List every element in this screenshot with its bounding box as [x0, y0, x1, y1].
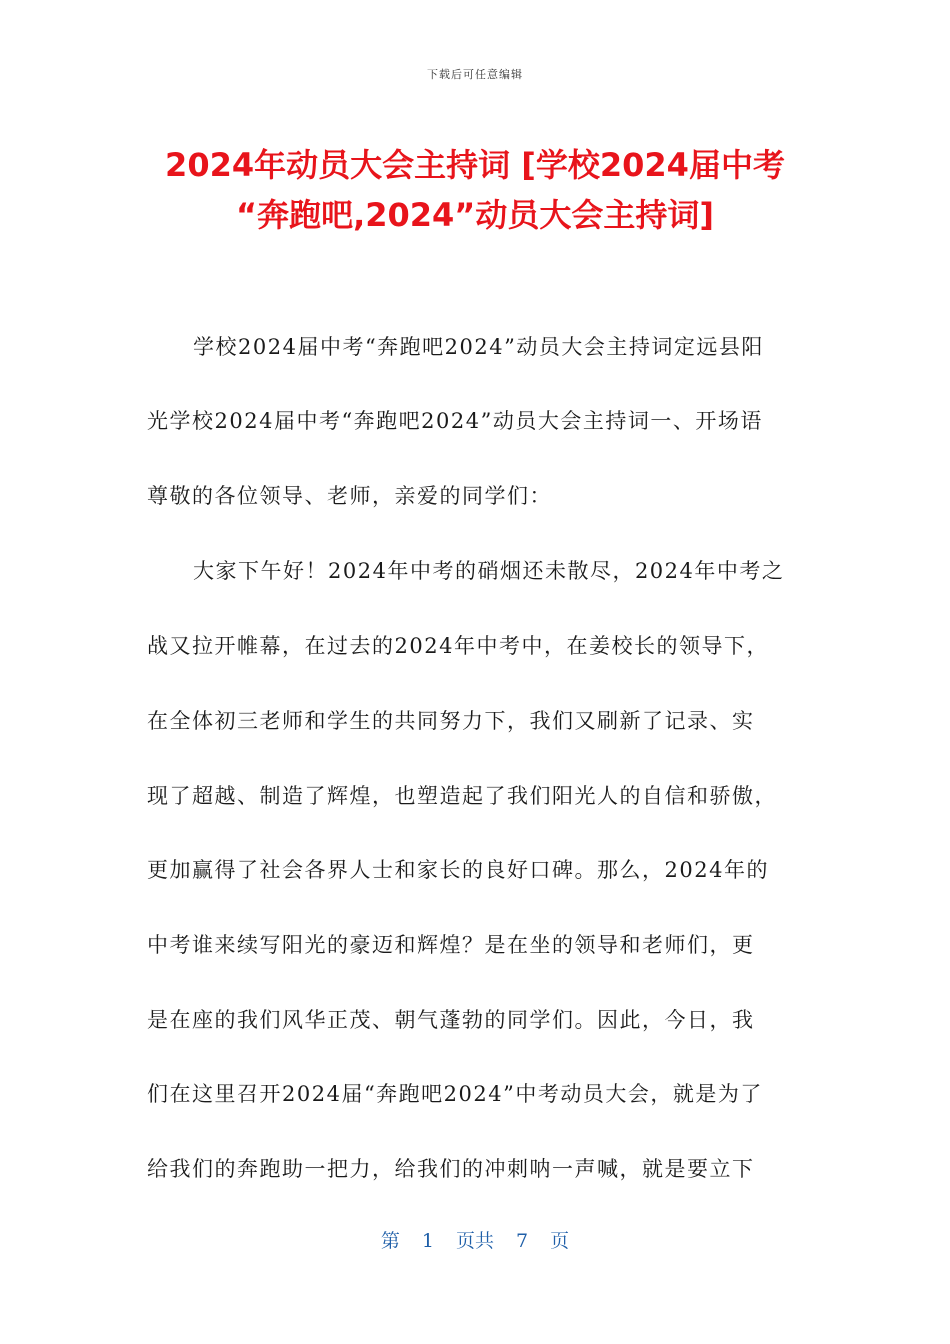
footer-total-prefix: 页共: [455, 1230, 494, 1252]
body-line-4: 大家下午好！2024年中考的硝烟还未散尽，2024年中考之: [193, 559, 785, 583]
body-line-10: 是在座的我们风华正茂、朝气蓬勃的同学们。因此，今日，我: [147, 1008, 755, 1032]
page-footer: [0, 1226, 950, 1253]
body-line-5: 战又拉开帷幕，在过去的2024年中考中，在姜校长的领导下，: [147, 634, 769, 658]
body-line-6: 在全体初三老师和学生的共同努力下，我们又刷新了记录、实: [147, 709, 755, 733]
header-note: 下载后可任意编辑: [427, 68, 523, 81]
body-line-3: 尊敬的各位领导、老师，亲爱的同学们：: [147, 484, 552, 508]
footer-current-page: 1: [421, 1230, 434, 1252]
document-title: [110, 140, 840, 240]
body-line-1: 学校2024届中考“奔跑吧2024”动员大会主持词定远县阳: [193, 335, 764, 359]
body-line-12: 给我们的奔跑助一把力，给我们的冲刺呐一声喊，就是要立下: [147, 1157, 755, 1181]
body-line-8: 更加赢得了社会各界人士和家长的良好口碑。那么，2024年的: [147, 858, 769, 882]
footer-total-pages: 7: [516, 1230, 529, 1252]
body-line-9: 中考谁来续写阳光的豪迈和辉煌？是在坐的领导和老师们，更: [147, 933, 755, 957]
footer-page-label: 第: [380, 1230, 400, 1252]
body-line-11: 们在这里召开2024届“奔跑吧2024”中考动员大会，就是为了: [147, 1082, 763, 1106]
title-line-1: 2024年动员大会主持词 [学校2024届中考: [165, 146, 785, 184]
footer-total-suffix: 页: [550, 1230, 570, 1252]
body-line-7: 现了超越、制造了辉煌，也塑造起了我们阳光人的自信和骄傲，: [147, 784, 777, 808]
body-line-2: 光学校2024届中考“奔跑吧2024”动员大会主持词一、开场语: [147, 409, 763, 433]
title-line-2: “奔跑吧,2024”动员大会主持词]: [236, 196, 714, 234]
